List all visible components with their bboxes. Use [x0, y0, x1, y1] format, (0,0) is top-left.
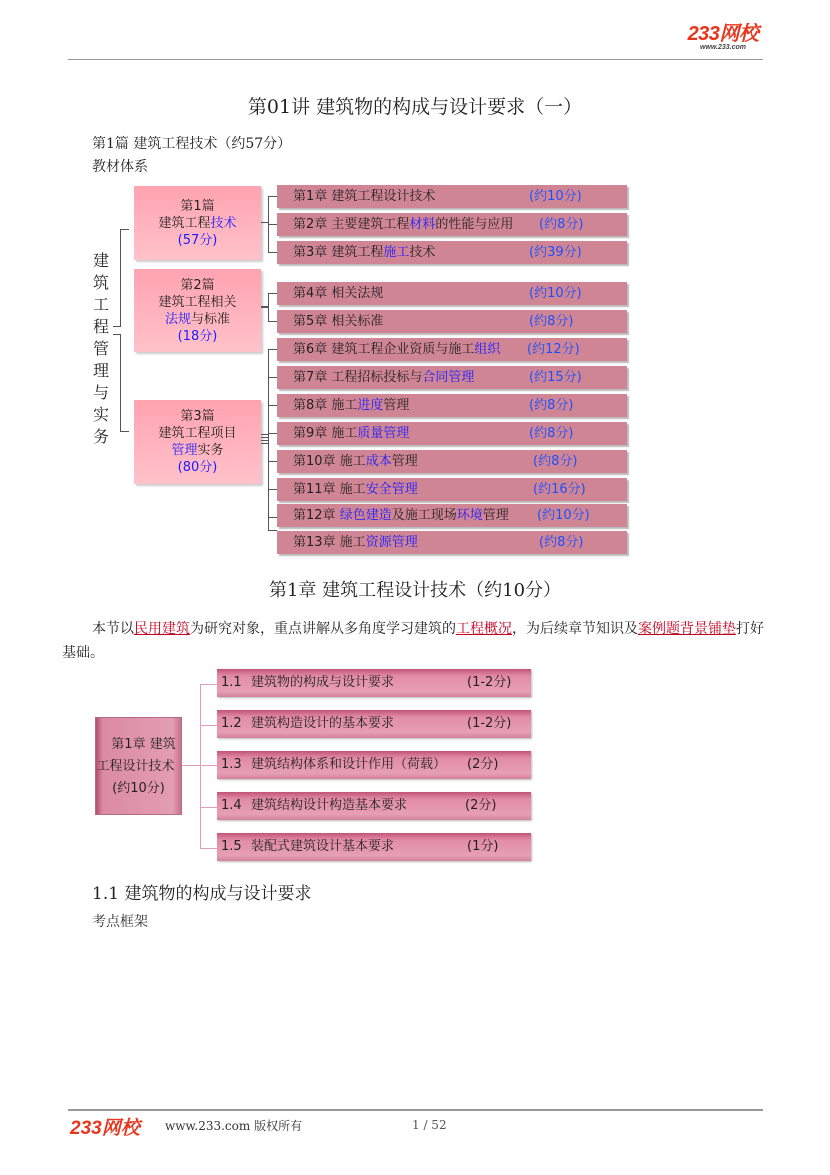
chapter-box-1: 第1章 建筑工程设计技术 (约10分) — [277, 185, 627, 208]
chapter-box-2: 第2章 主要建筑工程材料的性能与应用 (约8分) — [277, 213, 627, 236]
chapter-score: (约10分) — [529, 189, 582, 204]
connector — [200, 807, 217, 808]
part-title: 建筑工程项目 — [158, 426, 237, 441]
connector — [268, 224, 277, 225]
chapter-score: (约12分) — [527, 342, 580, 357]
logo-url: www.233.com — [699, 44, 747, 51]
part-box-1 — [134, 186, 261, 260]
connector — [268, 321, 277, 322]
connector — [268, 293, 269, 321]
connector — [261, 437, 268, 438]
chapter-box-3: 第3章 建筑工程施工技术 (约39分) — [277, 241, 627, 264]
connector — [113, 334, 121, 335]
logo-brand: 233网校 — [687, 23, 759, 45]
chapter-score: (约10分) — [529, 286, 582, 301]
section-heading: 1.1 建筑物的构成与设计要求 — [92, 884, 312, 904]
section-subheading: 考点框架 — [92, 914, 148, 930]
chapter-score: (约8分) — [529, 426, 574, 441]
chapter-box-10: 第10章 施工成本管理 (约8分) — [277, 450, 627, 473]
connector — [261, 440, 268, 441]
part-score: (80分) — [177, 460, 218, 475]
chapter-box-4: 第4章 相关法规 (约10分) — [277, 282, 627, 305]
connector — [200, 725, 217, 726]
connector — [200, 684, 217, 685]
connector — [268, 377, 277, 378]
connector — [268, 252, 277, 253]
chapter-box-12: 第12章 绿色建造及施工现场环境管理 (约10分) — [277, 504, 627, 527]
chapter-score: (约16分) — [533, 482, 586, 497]
part-subtitle: 第1篇 建筑工程技术（约57分） — [92, 136, 292, 152]
part-title-2: 管理实务 — [171, 443, 224, 458]
part-score: (18分) — [177, 328, 218, 344]
chapter-score: (约39分) — [529, 245, 582, 260]
chapter-score: (约8分) — [533, 454, 578, 469]
connector — [120, 229, 129, 230]
chapter1-box: 第1章 建筑 工程设计技术 (约10分) — [95, 717, 182, 815]
footer-logo: 233网校 — [70, 1118, 140, 1139]
part-title: 建筑工程相关 — [158, 294, 237, 310]
diagram-root-label: 建筑工程管理与实务 — [92, 251, 109, 446]
chapter-box-13: 第13章 施工资源管理 (约8分) — [277, 531, 627, 554]
connector — [200, 848, 217, 849]
part-score: (57分) — [177, 232, 218, 248]
page-number: 1 / 52 — [412, 1118, 447, 1132]
part-box-3 — [134, 400, 261, 484]
section-box-1-5: 1.5 装配式建筑设计基本要求 (1分) — [217, 833, 531, 861]
textbook-system-label: 教材体系 — [92, 159, 148, 175]
connector — [268, 530, 277, 531]
footer-divider — [68, 1109, 763, 1111]
connector — [268, 461, 277, 462]
chapter-heading: 第1章 建筑工程设计技术（约10分） — [268, 580, 562, 601]
section-box-1-4: 1.4 建筑结构设计构造基本要求 (2分) — [217, 792, 531, 820]
section-box-1-3: 1.3 建筑结构体系和设计作用（荷载） (2分) — [217, 751, 531, 779]
chapter-score: (约8分) — [529, 398, 574, 413]
header-logo — [678, 24, 768, 52]
keyword-link[interactable]: 案例题背景铺垫 — [638, 621, 736, 637]
chapter-score: (约15分) — [529, 370, 582, 385]
part-box-2 — [134, 269, 261, 352]
part-title: 建筑工程技术 — [158, 215, 237, 231]
connector — [268, 349, 277, 350]
connector — [200, 684, 201, 848]
chapter-score: (约10分) — [537, 508, 590, 523]
part-title-2: 法规与标准 — [164, 311, 231, 327]
section-box-1-1: 1.1 建筑物的构成与设计要求 (1-2分) — [217, 669, 531, 697]
chapter-box-8: 第8章 施工进度管理 (约8分) — [277, 394, 627, 417]
chapter-intro-paragraph: 本节以民用建筑为研究对象，重点讲解从多角度学习建筑的工程概况，为后续章节知识及案例题背景铺垫打好基础。 — [62, 621, 764, 661]
chapter-box-7: 第7章 工程招标投标与合同管理 (约15分) — [277, 366, 627, 389]
keyword-link[interactable]: 民用建筑 — [134, 621, 190, 637]
chapter-score: (约8分) — [539, 535, 584, 550]
connector — [268, 293, 277, 294]
chapter-box-6: 第6章 建筑工程企业资质与施工组织 (约12分) — [277, 338, 627, 361]
chapter-score: (约8分) — [529, 314, 574, 329]
part-label: 第2篇 — [180, 277, 215, 293]
part-label: 第3篇 — [180, 409, 215, 424]
connector — [113, 326, 121, 327]
section-box-1-2: 1.2 建筑构造设计的基本要求 (1-2分) — [217, 710, 531, 738]
chapter-box-11: 第11章 施工安全管理 (约16分) — [277, 478, 627, 501]
keyword-link[interactable]: 工程概况 — [456, 621, 512, 637]
part-label: 第1篇 — [180, 198, 215, 214]
chapter-box-9: 第9章 施工质量管理 (约8分) — [277, 422, 627, 445]
connector — [120, 431, 129, 432]
connector — [261, 443, 268, 444]
chapter-box-5: 第5章 相关标准 (约8分) — [277, 310, 627, 333]
connector — [120, 334, 121, 431]
header-divider — [68, 59, 763, 60]
chapter-score: (约8分) — [539, 217, 584, 232]
page-title: 第01讲 建筑物的构成与设计要求（一） — [247, 96, 583, 118]
connector — [268, 196, 277, 197]
footer-copyright: www.233.com 版权所有 — [165, 1119, 303, 1133]
connector — [268, 433, 277, 434]
connector — [120, 229, 121, 326]
connector — [268, 489, 277, 490]
connector — [268, 405, 277, 406]
connector — [261, 434, 268, 435]
connector — [268, 517, 277, 518]
